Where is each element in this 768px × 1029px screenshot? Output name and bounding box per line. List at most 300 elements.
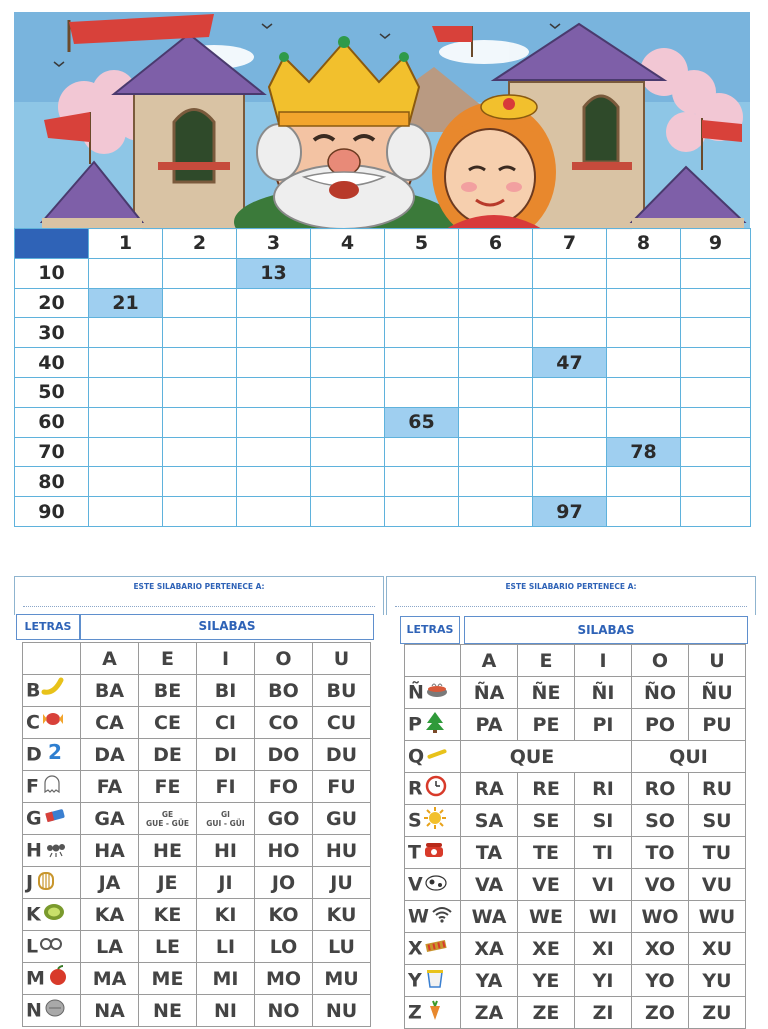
letter-label: B bbox=[26, 679, 41, 702]
letter-cell bbox=[23, 867, 81, 899]
grid-cell bbox=[311, 258, 385, 288]
syllable-row bbox=[405, 805, 746, 837]
vowel-header: O bbox=[632, 645, 689, 677]
syllable-cell: FO bbox=[255, 771, 313, 803]
grid-cell bbox=[163, 288, 237, 318]
syllable-cell: NE bbox=[139, 995, 197, 1027]
syllable-variant: GE bbox=[161, 809, 174, 819]
syllable-variant: GUI - GÜI bbox=[206, 818, 245, 828]
letter-cell bbox=[405, 901, 461, 933]
grid-cell bbox=[163, 377, 237, 407]
syllable-cell: RO bbox=[632, 773, 689, 805]
letter-cell bbox=[23, 675, 81, 707]
grid-cell bbox=[237, 348, 311, 378]
syllable-cell: YA bbox=[461, 965, 518, 997]
vowel-header: E bbox=[139, 643, 197, 675]
syllable-cell: YI bbox=[575, 965, 632, 997]
column-header: 9 bbox=[681, 229, 751, 259]
syllable-cell: RE bbox=[518, 773, 575, 805]
owner-name-line bbox=[395, 606, 747, 607]
grid-cell bbox=[459, 258, 533, 288]
blank-header-cell bbox=[405, 645, 461, 677]
syllable-row bbox=[405, 965, 746, 997]
syllable-table bbox=[404, 644, 746, 1029]
grid-cell bbox=[89, 258, 163, 288]
syllable-cell: SO bbox=[632, 805, 689, 837]
syllabary-left-card bbox=[14, 576, 384, 1024]
syllable-row bbox=[23, 963, 371, 995]
syllable-cell: SU bbox=[689, 805, 746, 837]
syllable-cell: BI bbox=[197, 675, 255, 707]
grid-cell: 21 bbox=[89, 288, 163, 318]
grid-cell bbox=[311, 377, 385, 407]
syllable-cell: QUI bbox=[632, 741, 746, 773]
syllable-cell: XE bbox=[518, 933, 575, 965]
syllable-cell: VU bbox=[689, 869, 746, 901]
grid-cell bbox=[237, 497, 311, 527]
letter-label: J bbox=[26, 871, 34, 894]
syllable-cell: PI bbox=[575, 709, 632, 741]
letter-cell bbox=[23, 771, 81, 803]
row-header: 20 bbox=[15, 288, 89, 318]
letter-cell bbox=[405, 709, 461, 741]
syllable-table bbox=[22, 642, 371, 1027]
column-header: 7 bbox=[533, 229, 607, 259]
grid-cell bbox=[89, 377, 163, 407]
grid-cell bbox=[533, 288, 607, 318]
grid-cell bbox=[459, 348, 533, 378]
pine-tree-icon bbox=[423, 710, 447, 739]
grid-cell bbox=[533, 377, 607, 407]
syllable-row bbox=[405, 837, 746, 869]
grid-row bbox=[15, 467, 751, 497]
letter-cell bbox=[23, 995, 81, 1027]
letter-label: L bbox=[26, 935, 39, 958]
syllable-cell: RU bbox=[689, 773, 746, 805]
syllable-cell: LI bbox=[197, 931, 255, 963]
grid-cell bbox=[533, 318, 607, 348]
syllable-cell: NI bbox=[197, 995, 255, 1027]
syllable-cell: BO bbox=[255, 675, 313, 707]
syllable-cell: YO bbox=[632, 965, 689, 997]
letter-label: Z bbox=[408, 1001, 422, 1024]
syllable-cell: PU bbox=[689, 709, 746, 741]
grid-cell bbox=[533, 437, 607, 467]
letter-cell bbox=[405, 965, 461, 997]
letter-label: S bbox=[408, 809, 422, 832]
syllable-cell: DI bbox=[197, 739, 255, 771]
grid-cell bbox=[607, 497, 681, 527]
syllable-cell: TU bbox=[689, 837, 746, 869]
owner-box bbox=[14, 576, 384, 615]
grid-cell bbox=[89, 437, 163, 467]
grid-cell bbox=[237, 288, 311, 318]
letter-label: C bbox=[26, 711, 40, 734]
letter-label: P bbox=[408, 713, 422, 736]
grid-cell bbox=[385, 258, 459, 288]
grid-cell bbox=[533, 467, 607, 497]
syllable-cell: KA bbox=[81, 899, 139, 931]
syllable-row bbox=[405, 901, 746, 933]
letter-label: W bbox=[408, 905, 429, 928]
vowel-header: U bbox=[689, 645, 746, 677]
grid-cell bbox=[681, 497, 751, 527]
grid-cell bbox=[89, 467, 163, 497]
grid-cell bbox=[607, 377, 681, 407]
syllable-cell bbox=[197, 803, 255, 835]
syllable-cell: RA bbox=[461, 773, 518, 805]
syllable-cell: HI bbox=[197, 835, 255, 867]
syllable-cell: BE bbox=[139, 675, 197, 707]
grid-cell bbox=[385, 377, 459, 407]
vowel-header-row bbox=[405, 645, 746, 677]
syllable-cell: DO bbox=[255, 739, 313, 771]
grid-cell bbox=[607, 288, 681, 318]
letter-label: H bbox=[26, 839, 42, 862]
grid-cell bbox=[385, 288, 459, 318]
syllable-cell: PA bbox=[461, 709, 518, 741]
letter-cell bbox=[405, 837, 461, 869]
grid-cell: 65 bbox=[385, 407, 459, 437]
letter-label: G bbox=[26, 807, 42, 830]
letter-label: D bbox=[26, 743, 42, 766]
grid-cell: 97 bbox=[533, 497, 607, 527]
pot-icon bbox=[425, 678, 449, 707]
column-header: 5 bbox=[385, 229, 459, 259]
flute-icon bbox=[425, 742, 449, 771]
ant-icon bbox=[43, 836, 67, 865]
grid-cell bbox=[311, 437, 385, 467]
grid-row bbox=[15, 407, 751, 437]
letter-label: V bbox=[408, 873, 423, 896]
syllable-cell: TE bbox=[518, 837, 575, 869]
syllable-variant: GI bbox=[221, 809, 230, 819]
grid-cell bbox=[237, 437, 311, 467]
syllable-cell: MA bbox=[81, 963, 139, 995]
grid-cell bbox=[533, 407, 607, 437]
grid-cell bbox=[607, 258, 681, 288]
letter-cell bbox=[405, 933, 461, 965]
syllable-cell: LA bbox=[81, 931, 139, 963]
syllable-cell: ME bbox=[139, 963, 197, 995]
syllable-cell: ZO bbox=[632, 997, 689, 1029]
svg-text:2: 2 bbox=[47, 740, 62, 764]
column-header: 3 bbox=[237, 229, 311, 259]
syllable-cell: LE bbox=[139, 931, 197, 963]
syllable-row bbox=[23, 931, 371, 963]
grid-cell bbox=[459, 377, 533, 407]
grid-cell bbox=[459, 288, 533, 318]
syllable-cell: VA bbox=[461, 869, 518, 901]
grid-cell bbox=[163, 497, 237, 527]
syllable-cell: TI bbox=[575, 837, 632, 869]
syllable-cell: DU bbox=[313, 739, 371, 771]
row-header: 80 bbox=[15, 467, 89, 497]
syllable-row bbox=[23, 771, 371, 803]
syllable-row bbox=[405, 677, 746, 709]
grid-row bbox=[15, 318, 751, 348]
grid-cell bbox=[163, 348, 237, 378]
letter-cell bbox=[23, 963, 81, 995]
grid-cell bbox=[607, 467, 681, 497]
syllable-cell: XU bbox=[689, 933, 746, 965]
syllable-cell: ÑU bbox=[689, 677, 746, 709]
syllable-row bbox=[23, 995, 371, 1027]
syllable-cell: NU bbox=[313, 995, 371, 1027]
grid-cell bbox=[459, 407, 533, 437]
syllable-cell: KU bbox=[313, 899, 371, 931]
syllable-cell: VO bbox=[632, 869, 689, 901]
letter-label: Y bbox=[408, 969, 422, 992]
syllable-cell: ÑE bbox=[518, 677, 575, 709]
syllable-cell: YU bbox=[689, 965, 746, 997]
cage-icon bbox=[34, 868, 58, 897]
grid-cell bbox=[311, 497, 385, 527]
syllable-cell: ÑO bbox=[632, 677, 689, 709]
row-header: 40 bbox=[15, 348, 89, 378]
nut-icon bbox=[43, 996, 67, 1025]
syllable-row bbox=[23, 707, 371, 739]
letter-label: Q bbox=[408, 745, 425, 768]
wifi-icon bbox=[430, 902, 454, 931]
letters-header: LETRAS bbox=[16, 614, 80, 640]
syllable-cell: YE bbox=[518, 965, 575, 997]
syllable-row bbox=[23, 739, 371, 771]
syllable-cell: WU bbox=[689, 901, 746, 933]
syllable-cell: NO bbox=[255, 995, 313, 1027]
king-and-princess-illustration bbox=[14, 12, 750, 230]
grid-row bbox=[15, 348, 751, 378]
number-two-icon bbox=[43, 740, 67, 769]
letter-cell bbox=[405, 741, 461, 773]
grid-cell bbox=[385, 467, 459, 497]
grid-cell: 78 bbox=[607, 437, 681, 467]
syllable-cell: CA bbox=[81, 707, 139, 739]
syllable-row bbox=[405, 933, 746, 965]
blank-header-cell bbox=[23, 643, 81, 675]
letter-cell bbox=[23, 899, 81, 931]
grid-cell: 47 bbox=[533, 348, 607, 378]
syllable-cell: FA bbox=[81, 771, 139, 803]
syllable-cell: KE bbox=[139, 899, 197, 931]
yogurt-icon bbox=[423, 966, 447, 995]
candy-icon bbox=[41, 708, 65, 737]
vowel-header: U bbox=[313, 643, 371, 675]
syllable-cell: JU bbox=[313, 867, 371, 899]
eraser-icon bbox=[43, 804, 67, 833]
hundreds-number-grid bbox=[14, 228, 751, 527]
grid-cell bbox=[163, 437, 237, 467]
grid-cell bbox=[311, 407, 385, 437]
row-header: 30 bbox=[15, 318, 89, 348]
syllable-cell: SE bbox=[518, 805, 575, 837]
letter-label: M bbox=[26, 967, 45, 990]
grid-cell bbox=[385, 497, 459, 527]
syllable-cell: CU bbox=[313, 707, 371, 739]
syllable-cell: WE bbox=[518, 901, 575, 933]
syllable-row bbox=[405, 773, 746, 805]
syllable-cell: KO bbox=[255, 899, 313, 931]
grid-cell bbox=[237, 318, 311, 348]
syllable-cell: HA bbox=[81, 835, 139, 867]
syllable-cell: JA bbox=[81, 867, 139, 899]
syllable-cell: DE bbox=[139, 739, 197, 771]
syllable-cell: CO bbox=[255, 707, 313, 739]
grid-cell bbox=[681, 467, 751, 497]
grid-cell bbox=[163, 467, 237, 497]
syllable-cell: RI bbox=[575, 773, 632, 805]
syllable-row bbox=[405, 869, 746, 901]
syllable-cell: XA bbox=[461, 933, 518, 965]
syllable-cell: JI bbox=[197, 867, 255, 899]
kiwi-icon bbox=[42, 900, 66, 929]
syllable-cell: WA bbox=[461, 901, 518, 933]
row-header: 60 bbox=[15, 407, 89, 437]
letter-label: K bbox=[26, 903, 41, 926]
syllable-cell: NA bbox=[81, 995, 139, 1027]
grid-cell bbox=[459, 437, 533, 467]
grid-cell bbox=[163, 318, 237, 348]
letter-cell bbox=[23, 739, 81, 771]
syllable-cell: SI bbox=[575, 805, 632, 837]
grid-row bbox=[15, 497, 751, 527]
carrot-icon bbox=[423, 998, 447, 1027]
grid-cell bbox=[607, 407, 681, 437]
letter-cell bbox=[405, 773, 461, 805]
sun-icon bbox=[423, 806, 447, 835]
letter-cell bbox=[23, 707, 81, 739]
syllable-cell: FU bbox=[313, 771, 371, 803]
grid-cell: 13 bbox=[237, 258, 311, 288]
grid-row bbox=[15, 377, 751, 407]
syllable-cell: ZU bbox=[689, 997, 746, 1029]
syllable-row bbox=[405, 709, 746, 741]
letters-header: LETRAS bbox=[400, 616, 460, 644]
letter-cell bbox=[23, 803, 81, 835]
grid-cell bbox=[311, 467, 385, 497]
apple-icon bbox=[46, 964, 70, 993]
grid-cell bbox=[681, 377, 751, 407]
telephone-icon bbox=[422, 838, 446, 867]
vowel-header: A bbox=[461, 645, 518, 677]
row-header: 70 bbox=[15, 437, 89, 467]
syllable-cell: VE bbox=[518, 869, 575, 901]
grid-cell bbox=[681, 437, 751, 467]
syllable-cell: FI bbox=[197, 771, 255, 803]
syllable-cell: XI bbox=[575, 933, 632, 965]
syllable-cell: ZE bbox=[518, 997, 575, 1029]
syllable-cell: XO bbox=[632, 933, 689, 965]
row-header: 10 bbox=[15, 258, 89, 288]
syllable-cell: DA bbox=[81, 739, 139, 771]
grid-corner-cell bbox=[15, 229, 89, 259]
ghost-icon bbox=[40, 772, 64, 801]
vowel-header-row bbox=[23, 643, 371, 675]
vowel-header: A bbox=[81, 643, 139, 675]
syllable-cell: LU bbox=[313, 931, 371, 963]
letter-label: T bbox=[408, 841, 421, 864]
letter-label: N bbox=[26, 999, 42, 1022]
syllables-header: SILABAS bbox=[464, 616, 748, 644]
letter-cell bbox=[405, 677, 461, 709]
grid-cell bbox=[607, 318, 681, 348]
syllable-cell: TA bbox=[461, 837, 518, 869]
grid-cell bbox=[385, 437, 459, 467]
syllable-cell: ZI bbox=[575, 997, 632, 1029]
column-header: 1 bbox=[89, 229, 163, 259]
grid-cell bbox=[681, 407, 751, 437]
syllable-cell: SA bbox=[461, 805, 518, 837]
grid-row bbox=[15, 437, 751, 467]
row-header: 50 bbox=[15, 377, 89, 407]
column-header: 6 bbox=[459, 229, 533, 259]
syllable-cell: BU bbox=[313, 675, 371, 707]
letter-label: Ñ bbox=[408, 681, 424, 704]
grid-cell bbox=[237, 467, 311, 497]
clock-icon bbox=[424, 774, 448, 803]
cow-icon bbox=[424, 870, 448, 899]
vowel-header: I bbox=[197, 643, 255, 675]
letter-cell bbox=[405, 805, 461, 837]
grid-cell bbox=[237, 377, 311, 407]
grid-cell bbox=[459, 497, 533, 527]
syllable-cell: KI bbox=[197, 899, 255, 931]
grid-cell bbox=[163, 258, 237, 288]
owner-label: ESTE SILABARIO PERTENECE A: bbox=[505, 582, 637, 591]
syllable-cell: PE bbox=[518, 709, 575, 741]
owner-label: ESTE SILABARIO PERTENECE A: bbox=[133, 582, 265, 591]
syllable-row bbox=[23, 899, 371, 931]
grid-cell bbox=[89, 318, 163, 348]
syllable-cell: MI bbox=[197, 963, 255, 995]
syllable-cell: MU bbox=[313, 963, 371, 995]
syllable-cell: ZA bbox=[461, 997, 518, 1029]
syllable-cell: LO bbox=[255, 931, 313, 963]
grid-cell bbox=[237, 407, 311, 437]
grid-cell bbox=[681, 348, 751, 378]
grid-cell bbox=[89, 497, 163, 527]
grid-cell bbox=[89, 407, 163, 437]
letter-cell bbox=[405, 869, 461, 901]
syllable-row bbox=[23, 835, 371, 867]
column-header: 4 bbox=[311, 229, 385, 259]
column-header: 2 bbox=[163, 229, 237, 259]
vowel-header: I bbox=[575, 645, 632, 677]
owner-name-line bbox=[23, 606, 375, 607]
syllable-row bbox=[405, 741, 746, 773]
syllable-cell: MO bbox=[255, 963, 313, 995]
syllable-cell: VI bbox=[575, 869, 632, 901]
grid-cell bbox=[385, 348, 459, 378]
syllable-row bbox=[23, 803, 371, 835]
letter-cell bbox=[23, 835, 81, 867]
grid-header-row bbox=[15, 229, 751, 259]
grid-row bbox=[15, 258, 751, 288]
syllable-row bbox=[23, 675, 371, 707]
letter-label: X bbox=[408, 937, 423, 960]
letter-label: R bbox=[408, 777, 423, 800]
grid-cell bbox=[163, 407, 237, 437]
owner-box bbox=[386, 576, 756, 615]
syllable-cell: HE bbox=[139, 835, 197, 867]
letter-label: F bbox=[26, 775, 39, 798]
row-header: 90 bbox=[15, 497, 89, 527]
grid-cell bbox=[681, 288, 751, 318]
xylophone-icon bbox=[424, 934, 448, 963]
syllable-cell: BA bbox=[81, 675, 139, 707]
grid-cell bbox=[311, 348, 385, 378]
syllable-cell: JO bbox=[255, 867, 313, 899]
